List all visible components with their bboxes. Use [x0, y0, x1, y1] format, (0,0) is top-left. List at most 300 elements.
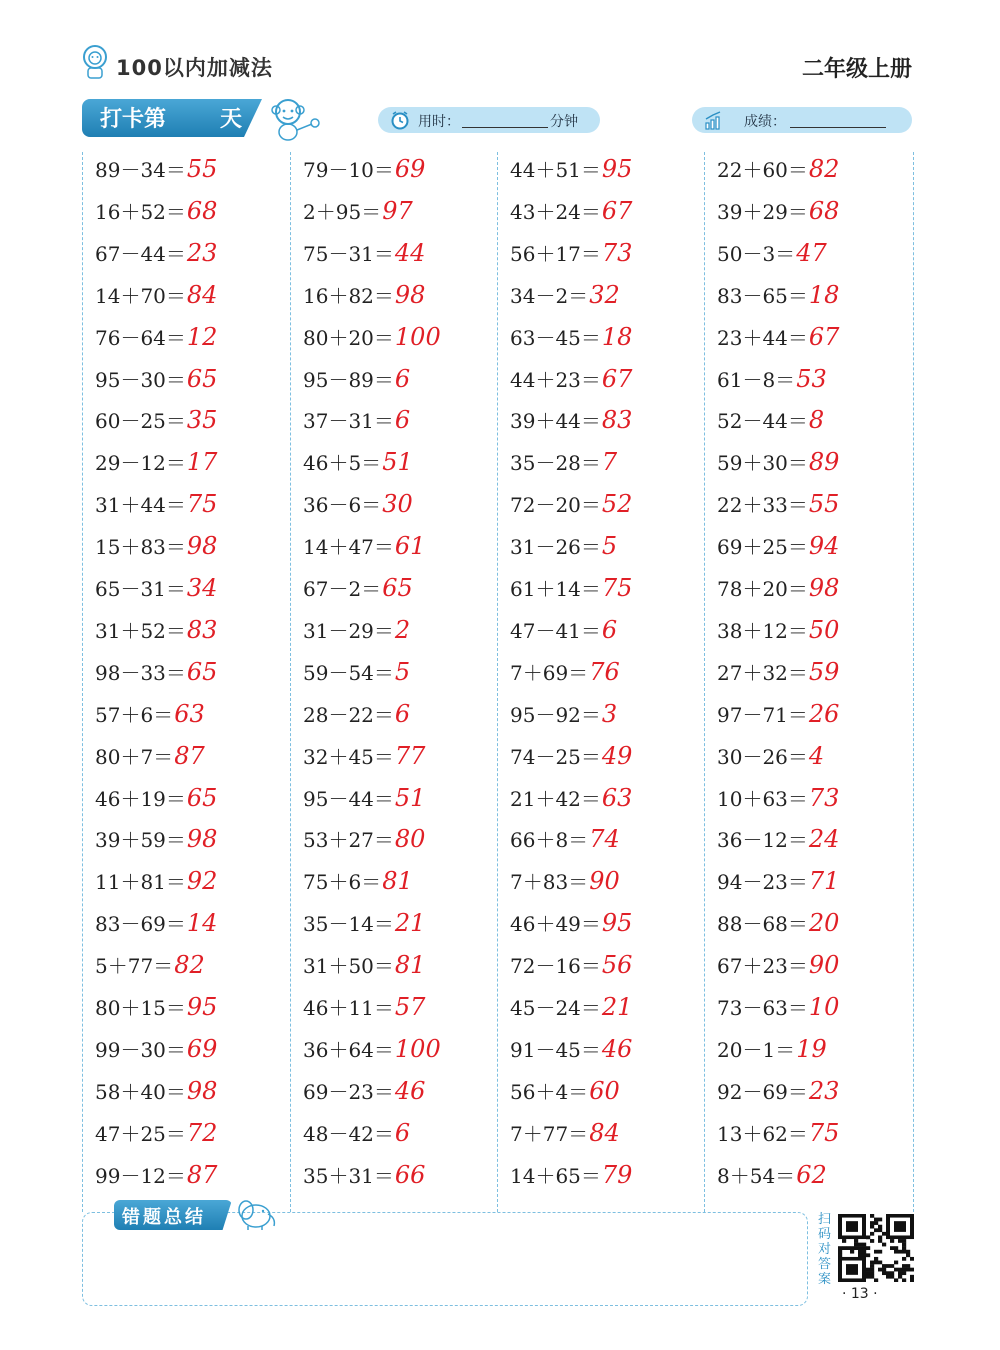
exercise-question: 35－14＝ — [303, 912, 394, 937]
exercise-question: 99－12＝ — [95, 1163, 186, 1188]
exercise-row — [717, 1076, 839, 1116]
exercise-question: 95－89＝ — [303, 367, 394, 392]
exercise-row — [95, 447, 217, 487]
exercise-row — [510, 489, 632, 529]
exercise-question: 52－44＝ — [717, 409, 808, 434]
exercise-row — [95, 992, 217, 1032]
exercise-row — [303, 154, 425, 194]
exercise-question: 7＋77＝ — [510, 1121, 589, 1146]
handwritten-answer: 77 — [394, 741, 426, 770]
exercise-column — [704, 152, 911, 1212]
exercise-row — [95, 615, 217, 655]
handwritten-answer: 89 — [808, 448, 840, 477]
time-unit: 分钟 — [550, 114, 578, 130]
elephant-icon — [232, 1196, 280, 1232]
exercise-row — [510, 154, 632, 194]
exercise-question: 31－26＝ — [510, 535, 601, 560]
handwritten-answer: 2 — [394, 615, 411, 644]
handwritten-answer: 6 — [394, 406, 411, 435]
exercise-row — [510, 573, 632, 613]
exercise-row — [303, 322, 441, 362]
handwritten-answer: 55 — [808, 490, 840, 519]
exercise-row — [717, 741, 824, 781]
handwritten-answer: 35 — [186, 406, 218, 435]
handwritten-answer: 44 — [394, 238, 426, 267]
exercise-column — [290, 152, 497, 1212]
handwritten-answer: 53 — [796, 364, 827, 393]
handwritten-answer: 67 — [808, 322, 840, 351]
exercise-row — [717, 950, 839, 990]
exercise-row — [510, 908, 632, 948]
exercise-row — [95, 196, 217, 236]
handwritten-answer: 30 — [382, 490, 413, 519]
exercise-question: 76－64＝ — [95, 325, 186, 350]
exercise-question: 83－69＝ — [95, 912, 186, 937]
exercise-row — [510, 238, 632, 278]
handwritten-answer: 7 — [601, 448, 618, 477]
time-field — [378, 107, 600, 133]
handwritten-answer: 49 — [601, 741, 633, 770]
exercise-question: 65－31＝ — [95, 577, 186, 601]
handwritten-answer: 82 — [174, 951, 205, 980]
exercise-question: 99－30＝ — [95, 1037, 186, 1062]
exercise-question: 46＋19＝ — [95, 786, 186, 811]
handwritten-answer: 34 — [186, 574, 218, 602]
exercise-question: 31－29＝ — [303, 618, 394, 643]
exercise-question: 95－30＝ — [95, 367, 186, 392]
exercise-question: 39＋59＝ — [95, 828, 186, 853]
exercise-question: 7＋83＝ — [510, 870, 589, 895]
exercise-question: 67－44＝ — [95, 241, 186, 266]
exercise-row — [303, 824, 425, 864]
handwritten-answer: 81 — [382, 867, 413, 896]
exercise-row — [510, 280, 620, 320]
exercise-question: 67＋23＝ — [717, 954, 808, 979]
exercise-question: 22＋60＝ — [717, 158, 808, 182]
exercise-row — [510, 1118, 620, 1158]
exercise-row — [717, 657, 839, 697]
handwritten-answer: 65 — [186, 364, 218, 393]
exercise-question: 35＋31＝ — [303, 1163, 394, 1188]
handwritten-answer: 12 — [186, 322, 218, 351]
exercise-question: 16＋82＝ — [303, 283, 394, 308]
handwritten-answer: 10 — [808, 993, 840, 1021]
exercise-question: 78＋20＝ — [717, 577, 808, 601]
daka-day-label: 天 — [220, 107, 243, 132]
handwritten-answer: 80 — [394, 825, 426, 854]
exercise-row — [717, 866, 839, 906]
exercise-question: 56＋4＝ — [510, 1079, 589, 1104]
handwritten-answer: 6 — [394, 1118, 411, 1147]
exercise-question: 56＋17＝ — [510, 241, 601, 266]
exercise-row — [95, 280, 217, 320]
handwritten-answer: 20 — [808, 909, 840, 938]
exercise-row — [303, 1118, 410, 1158]
score-field — [692, 107, 912, 133]
exercise-column — [83, 152, 289, 1212]
monkey-icon — [266, 96, 322, 142]
handwritten-answer: 63 — [174, 699, 205, 728]
handwritten-answer: 26 — [808, 699, 840, 728]
exercise-row — [510, 322, 632, 362]
book-title: 100以内加减法 — [116, 56, 273, 80]
exercise-question: 61－8＝ — [717, 367, 796, 392]
exercise-question: 2＋95＝ — [303, 199, 382, 224]
handwritten-answer: 68 — [186, 196, 218, 225]
handwritten-answer: 6 — [601, 615, 618, 644]
exercise-question: 28－22＝ — [303, 702, 394, 727]
exercise-question: 39＋29＝ — [717, 199, 808, 224]
handwritten-answer: 97 — [382, 196, 413, 225]
exercise-row — [717, 447, 839, 487]
handwritten-answer: 98 — [808, 574, 840, 602]
handwritten-answer: 32 — [589, 280, 620, 309]
exercise-row — [717, 1034, 827, 1074]
handwritten-answer: 100 — [394, 322, 441, 351]
exercise-question: 66＋8＝ — [510, 828, 589, 853]
exercise-row — [717, 1160, 827, 1200]
exercise-question: 46＋5＝ — [303, 451, 382, 476]
exercise-row — [510, 196, 632, 236]
exercise-row — [303, 783, 425, 823]
exercise-row — [510, 615, 617, 655]
exercise-question: 43＋24＝ — [510, 199, 601, 224]
exercise-row — [303, 405, 410, 445]
handwritten-answer: 83 — [601, 406, 633, 435]
exercise-row — [717, 322, 839, 362]
exercise-row — [303, 1034, 441, 1074]
exercise-question: 95－44＝ — [303, 786, 394, 811]
exercise-question: 53＋27＝ — [303, 828, 394, 853]
exercise-question: 7＋69＝ — [510, 660, 589, 685]
exercise-row — [510, 992, 632, 1032]
exercise-row — [303, 238, 425, 278]
handwritten-answer: 47 — [796, 238, 827, 267]
handwritten-answer: 84 — [186, 280, 218, 309]
handwritten-answer: 24 — [808, 825, 840, 854]
handwritten-answer: 82 — [808, 155, 840, 183]
handwritten-answer: 46 — [394, 1076, 426, 1105]
exercise-question: 14＋47＝ — [303, 535, 394, 560]
exercise-row — [717, 783, 839, 823]
exercise-row — [95, 1034, 217, 1074]
exercise-row — [95, 657, 217, 697]
handwritten-answer: 61 — [394, 532, 426, 561]
exercise-row — [303, 1160, 425, 1200]
exercise-row — [510, 657, 620, 697]
bar-chart-icon — [704, 110, 724, 130]
handwritten-answer: 23 — [808, 1076, 840, 1105]
handwritten-answer: 19 — [796, 1034, 827, 1063]
summary-label: 错题总结 — [122, 1207, 206, 1228]
exercise-question: 97－71＝ — [717, 702, 808, 727]
handwritten-answer: 46 — [601, 1034, 633, 1063]
exercise-question: 95－92＝ — [510, 702, 601, 727]
exercise-question: 11＋81＝ — [95, 870, 186, 895]
exercise-question: 44＋23＝ — [510, 367, 601, 392]
exercise-question: 72－16＝ — [510, 954, 601, 979]
handwritten-answer: 51 — [394, 783, 426, 812]
handwritten-answer: 68 — [808, 196, 840, 225]
exercise-question: 46＋11＝ — [303, 996, 394, 1020]
handwritten-answer: 76 — [589, 657, 620, 686]
handwritten-answer: 83 — [186, 615, 218, 644]
exercise-row — [95, 573, 217, 613]
handwritten-answer: 84 — [589, 1118, 620, 1147]
exercise-row — [95, 908, 217, 948]
exercise-row — [95, 783, 217, 823]
time-input-line[interactable] — [462, 127, 548, 128]
exercise-row — [303, 364, 410, 404]
handwritten-answer: 18 — [601, 322, 633, 351]
handwritten-answer: 87 — [186, 1160, 218, 1189]
exercise-question: 31＋52＝ — [95, 618, 186, 643]
exercise-row — [510, 405, 632, 445]
exercise-question: 35－28＝ — [510, 451, 601, 476]
exercise-row — [303, 992, 425, 1032]
exercise-column — [497, 152, 704, 1212]
exercise-row — [510, 741, 632, 781]
handwritten-answer: 62 — [796, 1160, 827, 1189]
exercise-row — [95, 1076, 217, 1116]
exercise-question: 80＋20＝ — [303, 325, 394, 350]
handwritten-answer: 4 — [808, 741, 825, 770]
exercise-row — [717, 531, 839, 571]
exercise-question: 22＋33＝ — [717, 493, 808, 518]
exercise-question: 74－25＝ — [510, 744, 601, 769]
exercise-question: 80＋15＝ — [95, 996, 186, 1020]
exercise-grid — [82, 152, 914, 1212]
handwritten-answer: 90 — [808, 951, 840, 980]
exercise-row — [717, 489, 839, 529]
exercise-row — [95, 741, 205, 781]
score-input-line[interactable] — [790, 127, 886, 128]
handwritten-answer: 57 — [394, 993, 426, 1021]
handwritten-answer: 72 — [186, 1118, 218, 1147]
handwritten-answer: 75 — [808, 1118, 840, 1147]
exercise-row — [717, 992, 839, 1032]
exercise-row — [303, 573, 413, 613]
handwritten-answer: 98 — [186, 1076, 218, 1105]
exercise-row — [303, 196, 413, 236]
handwritten-answer: 98 — [186, 825, 218, 854]
handwritten-answer: 17 — [186, 448, 218, 477]
exercise-row — [717, 1118, 839, 1158]
time-label: 用时： — [418, 114, 460, 130]
exercise-row — [510, 447, 617, 487]
exercise-question: 14＋70＝ — [95, 283, 186, 308]
exercise-row — [95, 238, 217, 278]
handwritten-answer: 51 — [382, 448, 413, 477]
exercise-question: 10＋63＝ — [717, 786, 808, 811]
handwritten-answer: 14 — [186, 909, 218, 938]
exercise-question: 23＋44＝ — [717, 325, 808, 350]
handwritten-answer: 69 — [394, 155, 426, 183]
exercise-question: 5＋77＝ — [95, 954, 174, 979]
exercise-row — [717, 824, 839, 864]
score-label: 成绩： — [744, 114, 786, 130]
page-number: · 13 · — [842, 1286, 878, 1302]
exercise-row — [95, 950, 205, 990]
exercise-row — [303, 1076, 425, 1116]
exercise-question: 32＋45＝ — [303, 744, 394, 769]
exercise-question: 14＋65＝ — [510, 1163, 601, 1188]
exercise-question: 45－24＝ — [510, 996, 601, 1020]
exercise-row — [717, 615, 839, 655]
handwritten-answer: 65 — [186, 657, 218, 686]
handwritten-answer: 21 — [394, 909, 426, 938]
handwritten-answer: 18 — [808, 280, 840, 309]
exercise-row — [95, 699, 205, 739]
exercise-row — [510, 364, 632, 404]
handwritten-answer: 74 — [589, 825, 620, 854]
handwritten-answer: 5 — [394, 657, 411, 686]
exercise-row — [510, 1160, 632, 1200]
exercise-row — [303, 531, 425, 571]
exercise-row — [510, 531, 617, 571]
handwritten-answer: 98 — [186, 532, 218, 561]
clock-icon — [390, 110, 410, 130]
handwritten-answer: 95 — [601, 155, 633, 183]
exercise-question: 98－33＝ — [95, 660, 186, 685]
exercise-row — [303, 489, 413, 529]
exercise-row — [303, 699, 410, 739]
exercise-row — [303, 447, 413, 487]
handwritten-answer: 98 — [394, 280, 426, 309]
exercise-question: 75－31＝ — [303, 241, 394, 266]
exercise-question: 38＋12＝ — [717, 618, 808, 643]
exercise-question: 69－23＝ — [303, 1079, 394, 1104]
handwritten-answer: 75 — [186, 490, 218, 519]
exercise-question: 73－63＝ — [717, 996, 808, 1020]
qr-label: 扫码对答案 — [818, 1212, 832, 1287]
handwritten-answer: 92 — [186, 867, 218, 896]
handwritten-answer: 66 — [394, 1160, 426, 1189]
handwritten-answer: 23 — [186, 238, 218, 267]
exercise-question: 89－34＝ — [95, 158, 186, 182]
exercise-question: 16＋52＝ — [95, 199, 186, 224]
exercise-question: 63－45＝ — [510, 325, 601, 350]
exercise-row — [717, 196, 839, 236]
exercise-question: 30－26＝ — [717, 744, 808, 769]
qr-code-icon[interactable] — [838, 1214, 914, 1282]
handwritten-answer: 65 — [382, 574, 413, 602]
handwritten-answer: 59 — [808, 657, 840, 686]
exercise-row — [95, 154, 217, 194]
exercise-question: 15＋83＝ — [95, 535, 186, 560]
exercise-question: 91－45＝ — [510, 1037, 601, 1062]
exercise-question: 36＋64＝ — [303, 1037, 394, 1062]
handwritten-answer: 95 — [186, 993, 218, 1021]
exercise-question: 50－3＝ — [717, 241, 796, 266]
exercise-row — [510, 866, 620, 906]
page-header — [80, 40, 912, 90]
exercise-row — [510, 783, 632, 823]
handwritten-answer: 73 — [601, 238, 633, 267]
exercise-row — [510, 950, 632, 990]
handwritten-answer: 67 — [601, 196, 633, 225]
exercise-row — [95, 1160, 217, 1200]
exercise-row — [717, 364, 827, 404]
handwritten-answer: 69 — [186, 1034, 218, 1063]
exercise-row — [303, 866, 413, 906]
exercise-row — [95, 364, 217, 404]
exercise-question: 88－68＝ — [717, 912, 808, 937]
exercise-row — [303, 657, 410, 697]
exercise-row — [717, 908, 839, 948]
exercise-question: 36－6＝ — [303, 493, 382, 518]
exercise-row — [95, 1118, 217, 1158]
handwritten-answer: 100 — [394, 1034, 441, 1063]
exercise-question: 36－12＝ — [717, 828, 808, 853]
exercise-row — [95, 405, 217, 445]
exercise-question: 67－2＝ — [303, 577, 382, 601]
exercise-row — [717, 573, 839, 613]
exercise-row — [510, 824, 620, 864]
exercise-question: 44＋51＝ — [510, 158, 601, 182]
exercise-row — [717, 405, 824, 445]
exercise-question: 39＋44＝ — [510, 409, 601, 434]
exercise-question: 94－23＝ — [717, 870, 808, 895]
exercise-question: 47＋25＝ — [95, 1121, 186, 1146]
exercise-question: 34－2＝ — [510, 283, 589, 308]
exercise-question: 8＋54＝ — [717, 1163, 796, 1188]
handwritten-answer: 65 — [186, 783, 218, 812]
exercise-row — [95, 322, 217, 362]
exercise-row — [95, 489, 217, 529]
handwritten-answer: 79 — [601, 1160, 633, 1189]
exercise-question: 83－65＝ — [717, 283, 808, 308]
exercise-row — [510, 1076, 620, 1116]
handwritten-answer: 8 — [808, 406, 825, 435]
exercise-question: 37－31＝ — [303, 409, 394, 434]
exercise-question: 79－10＝ — [303, 158, 394, 182]
exercise-question: 69＋25＝ — [717, 535, 808, 560]
exercise-question: 80＋7＝ — [95, 744, 174, 769]
exercise-question: 60－25＝ — [95, 409, 186, 434]
handwritten-answer: 6 — [394, 364, 411, 393]
exercise-row — [717, 154, 839, 194]
handwritten-answer: 21 — [601, 993, 633, 1021]
exercise-row — [95, 866, 217, 906]
exercise-row — [510, 699, 617, 739]
exercise-row — [510, 1034, 632, 1074]
exercise-question: 13＋62＝ — [717, 1121, 808, 1146]
exercise-question: 20－1＝ — [717, 1037, 796, 1062]
info-bar — [80, 96, 914, 144]
handwritten-answer: 95 — [601, 909, 633, 938]
exercise-question: 21＋42＝ — [510, 786, 601, 811]
exercise-question: 59－54＝ — [303, 660, 394, 685]
handwritten-answer: 55 — [186, 155, 218, 183]
exercise-row — [303, 741, 425, 781]
handwritten-answer: 56 — [601, 951, 633, 980]
handwritten-answer: 90 — [589, 867, 620, 896]
exercise-question: 92－69＝ — [717, 1079, 808, 1104]
exercise-row — [303, 908, 425, 948]
handwritten-answer: 52 — [601, 490, 633, 519]
handwritten-answer: 50 — [808, 615, 840, 644]
exercise-question: 27＋32＝ — [717, 660, 808, 685]
exercise-question: 48－42＝ — [303, 1121, 394, 1146]
handwritten-answer: 81 — [394, 951, 426, 980]
exercise-question: 58＋40＝ — [95, 1079, 186, 1104]
handwritten-answer: 73 — [808, 783, 840, 812]
exercise-question: 31＋44＝ — [95, 493, 186, 518]
exercise-question: 59＋30＝ — [717, 451, 808, 476]
handwritten-answer: 87 — [174, 741, 205, 770]
exercise-question: 46＋49＝ — [510, 912, 601, 937]
